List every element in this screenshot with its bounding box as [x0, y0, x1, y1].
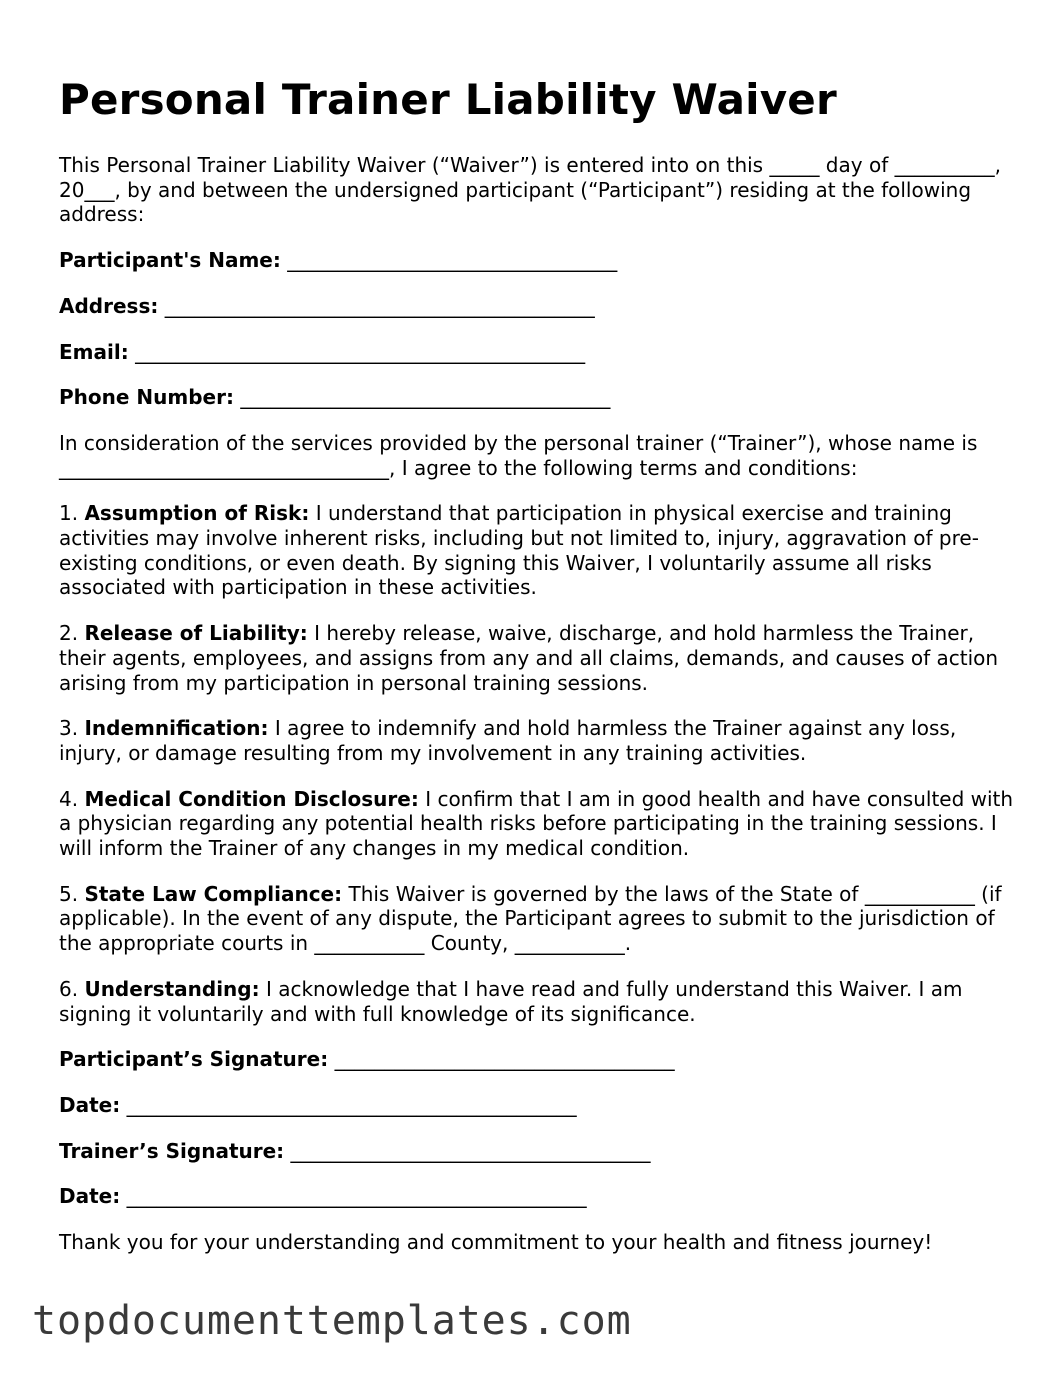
term-number: 3. [59, 716, 79, 741]
trainer-signature-field [59, 1139, 1019, 1164]
field-blank: ___________________________________________ [164, 293, 595, 318]
field-blank: ______________________________________________ [126, 1184, 587, 1209]
term-number: 4. [59, 786, 79, 811]
term-text: I acknowledge that I have read and fully understand this Waiver. I am signing it voluntarily and with full knowledge of its significance. [59, 976, 963, 1026]
term-heading: Assumption of Risk: [84, 501, 310, 526]
email-field [59, 340, 1019, 365]
term-text: This Waiver is governed by the laws of the State of ___________ (if applicable). In the event of any dispute, the Participant agrees to submit to the jurisdiction of the appropriate courts in ___________ County, ___________. [59, 881, 1002, 956]
term-heading: Medical Condition Disclosure: [84, 786, 419, 811]
term-number: 2. [59, 621, 79, 646]
term-heading: Release of Liability: [84, 621, 308, 646]
term-medical-condition-disclosure [59, 787, 1019, 861]
participant-name-field [59, 248, 1019, 273]
field-label: Date: [59, 1184, 121, 1209]
term-heading: Indemnification: [84, 716, 269, 741]
term-text: I understand that participation in physical exercise and training activities may involve inherent risks, including but not limited to, injury, aggravation of pre-existing conditions, or even death. By signing this Waiver, I voluntarily assume all risks associated with participation in these activities. [59, 501, 979, 600]
term-heading: State Law Compliance: [84, 881, 343, 906]
participant-date-field [59, 1093, 1019, 1118]
term-number: 5. [59, 881, 79, 906]
term-text: I confirm that I am in good health and have consulted with a physician regarding any potential health risks before participating in the training sessions. I will inform the Trainer of any changes in my medical condition. [59, 786, 1014, 861]
field-label: Phone Number: [59, 385, 234, 410]
document-title: Personal Trainer Liability Waiver [59, 75, 837, 124]
term-state-law-compliance [59, 882, 1019, 956]
phone-number-field [59, 385, 1019, 410]
term-understanding [59, 977, 1019, 1026]
field-label: Email: [59, 339, 129, 364]
closing-note: Thank you for your understanding and commitment to your health and fitness journey! [59, 1230, 933, 1255]
intro-paragraph: This Personal Trainer Liability Waiver (“Waiver”) is entered into on this _____ day of __________, 20___, by and between the undersigned participant (“Participant”) residing at the following address: [59, 153, 1001, 227]
field-blank: _____________________________________________ [135, 339, 586, 364]
term-text: I agree to indemnify and hold harmless the Trainer against any loss, injury, or damage resulting from my involvement in any training activities. [59, 716, 957, 765]
term-assumption-of-risk [59, 501, 1019, 600]
site-watermark: topdocumenttemplates.com [32, 1298, 632, 1344]
term-heading: Understanding: [84, 976, 260, 1001]
field-blank: ____________________________________ [290, 1138, 651, 1163]
field-label: Participant’s Signature: [59, 1047, 329, 1072]
term-number: 1. [59, 501, 79, 526]
field-blank: __________________________________ [334, 1047, 675, 1072]
field-label: Date: [59, 1092, 121, 1117]
field-label: Trainer’s Signature: [59, 1138, 285, 1163]
term-release-of-liability [59, 621, 1019, 695]
field-blank: _________________________________ [287, 248, 618, 273]
field-blank: _____________________________________ [240, 385, 611, 410]
field-label: Address: [59, 293, 159, 318]
term-number: 6. [59, 976, 79, 1001]
field-label: Participant's Name: [59, 248, 281, 273]
document-page [59, 74, 1019, 1255]
term-indemnification [59, 716, 1019, 765]
participant-signature-field [59, 1047, 1019, 1072]
field-blank: _____________________________________________ [126, 1092, 577, 1117]
term-text: I hereby release, waive, discharge, and hold harmless the Trainer, their agents, employees, and assigns from any and all claims, demands, and causes of action arising from my participation in personal training sessions. [59, 621, 999, 695]
address-field [59, 294, 1019, 319]
consideration-paragraph: In consideration of the services provided by the personal trainer (“Trainer”), whose name is _________________________________, I agree to the following terms and conditions: [59, 430, 978, 480]
trainer-date-field [59, 1184, 1019, 1209]
